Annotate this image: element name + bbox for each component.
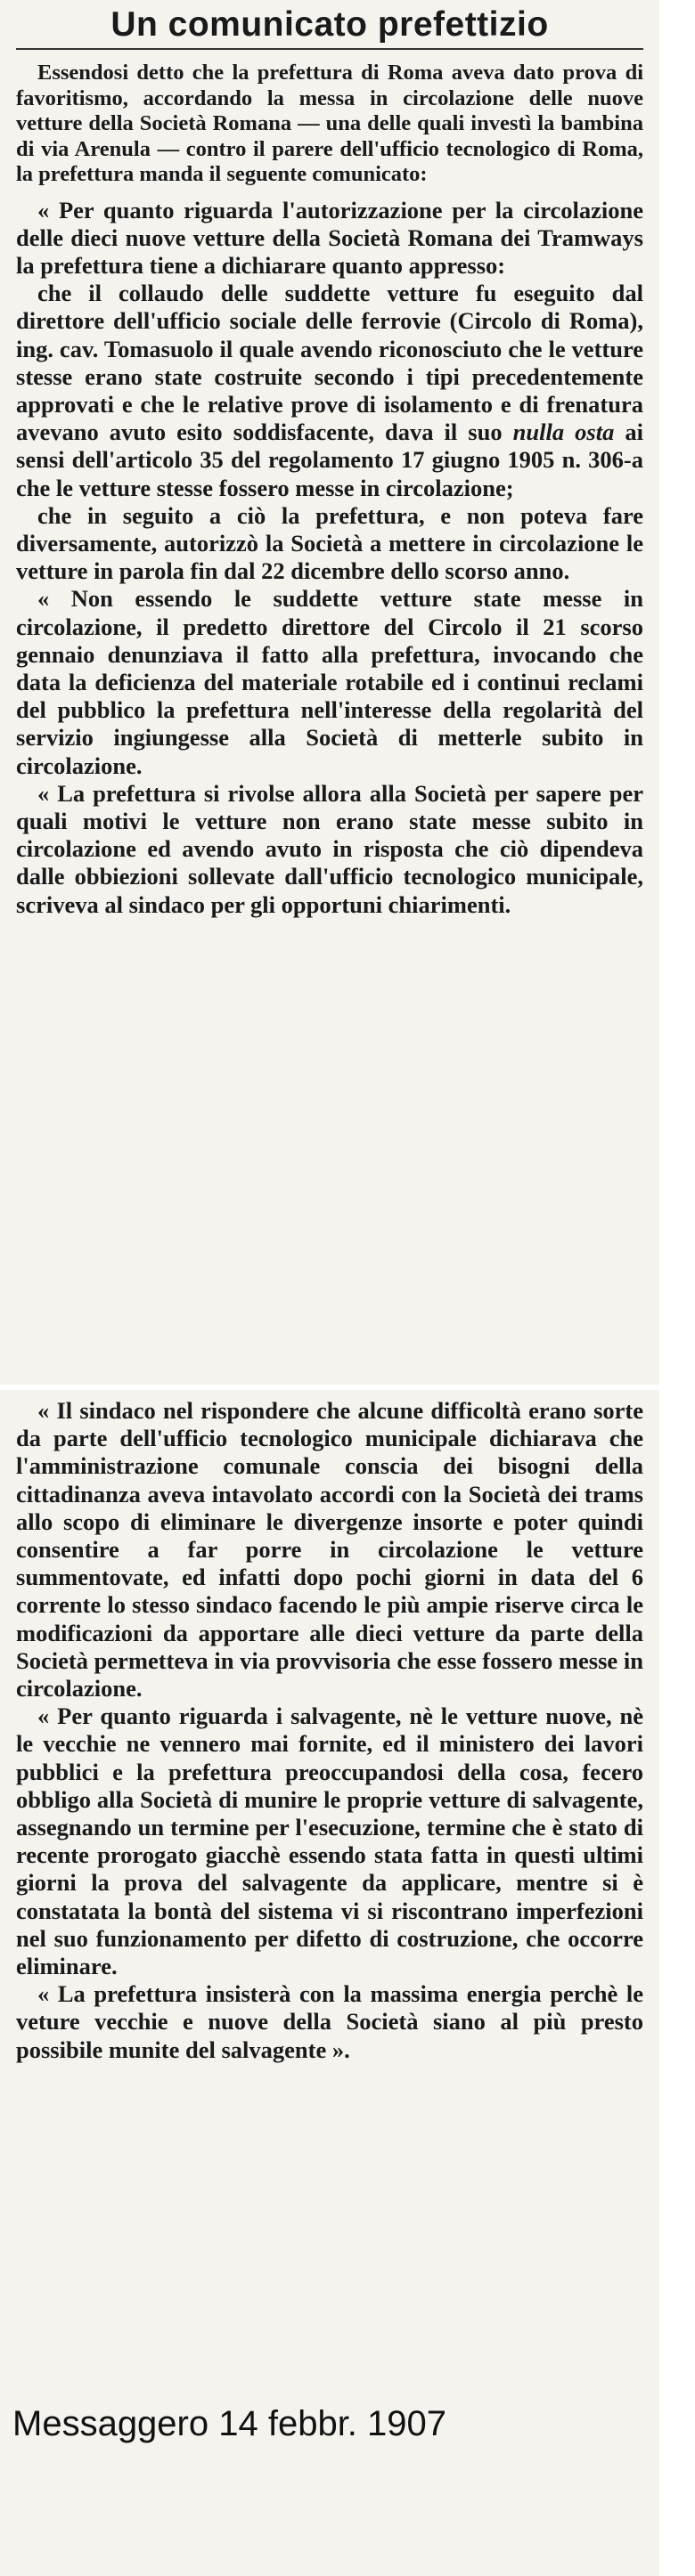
paragraph-6: « Il sindaco nel rispondere che alcune difficoltà erano sorte da parte dell'ufficio tecnologico municipale dichiarava che l'amministrazione comunale conscia dei bisogni della cittadinanza aveva intavolato accordi con la Società dei trams allo scopo di eliminare le divergenze insorte e poter quindi consentire a far porre in circolazione le vetture summentovate, ed infatti dopo pochi giorni in data del 6 corrente lo stesso sindaco facendo le più ampie riserve circa le modificazioni da apportare alle dieci vetture da parte della Società permetteva in via provvisoria che esse fossero messe in circolazione. xyxy=(16,1397,643,1702)
source-caption: Messaggero 14 febbr. 1907 xyxy=(12,2404,447,2443)
paragraph-2 xyxy=(16,280,643,502)
article-title: Un comunicato prefettizio xyxy=(16,5,643,50)
paragraph-4: « Non essendo le suddette vetture state messe in circolazione, il predetto direttore del Circolo il 21 scorso gennaio denunziava il fatto alla prefettura, invocando che data la deficienza del materiale rotabile ed i continui reclami del pubblico la prefettura nell'interesse della regolarità del servizio ingiungesse alla Società di metterle subito in circolazione. xyxy=(16,585,643,779)
nulla-osta-phrase: nulla osta xyxy=(512,418,615,446)
paragraph-8: « La prefettura insisterà con la massima energia perchè le veture vecchie e nuove della Società siano al più presto possibile munite del salvagente ». xyxy=(16,1980,643,2063)
paragraph-2-text: che il collaudo delle suddette vetture fu eseguito dal direttore dell'ufficio sociale delle ferrovie (Circolo di Roma), ing. cav. Tomasuolo il quale avendo riconosciuto che le vetture stesse erano state costruite secondo i tipi precedentemente approvati e che le relative prove di isolamento e di frenatura avevano avuto esito soddisfacente, dava il suo xyxy=(16,280,643,446)
article-lead: Essendosi detto che la prefettura di Roma aveva dato prova di favoritismo, accordando la messa in circolazione delle nuove vetture della Società Romana — una delle quali investì la bambina di via Arenula — contro il parere dell'ufficio tecnologico di Roma, la prefettura manda il seguente comunicato: xyxy=(16,61,643,186)
paragraph-7: « Per quanto riguarda i salvagente, nè le vetture nuove, nè le vecchie ne vennero mai fornite, ed il ministero dei lavori pubblici e la prefettura preoccupandosi della cosa, fecero obbligo alla Società di munire le proprie vetture di salvagente, assegnando un termine per l'esecuzione, termine che è stato di recente prorogato giacchè essendo stata fatta in questi ultimi giorni la prova del salvagente da applicare, mentre si è constatata la bontà del sistema vi si riscontrano imperfezioni nel suo funzionamento per difetto di costruzione, che occorre eliminare. xyxy=(16,1702,643,1980)
paragraph-3: che in seguito a ciò la prefettura, e non poteva fare diversamente, autorizzò la Società a mettere in circolazione le vetture in parola fin dal 22 dicembre dello scorso anno. xyxy=(16,501,643,585)
paragraph-2-tail: ai sensi dell'articolo 35 del regolamento 17 giugno 1905 n. 306-a che le vetture stesse fossero messe in circolazione; xyxy=(16,418,643,501)
paragraph-5: « La prefettura si rivolse allora alla Società per sapere per quali motivi le vetture non erano state messe subito in circolazione ed avendo avuto in risposta che ciò dipendeva dalle obbiezioni sollevate dall'ufficio tecnologico municipale, scriveva al sindaco per gli opportuni chiarimenti. xyxy=(16,779,643,918)
paragraph-1: « Per quanto riguarda l'autorizzazione per la circolazione delle dieci nuove vetture della Società Romana dei Tramways la prefettura tiene a dichiarare quanto appresso: xyxy=(16,196,643,279)
clipping-part-2 xyxy=(0,1387,659,2576)
